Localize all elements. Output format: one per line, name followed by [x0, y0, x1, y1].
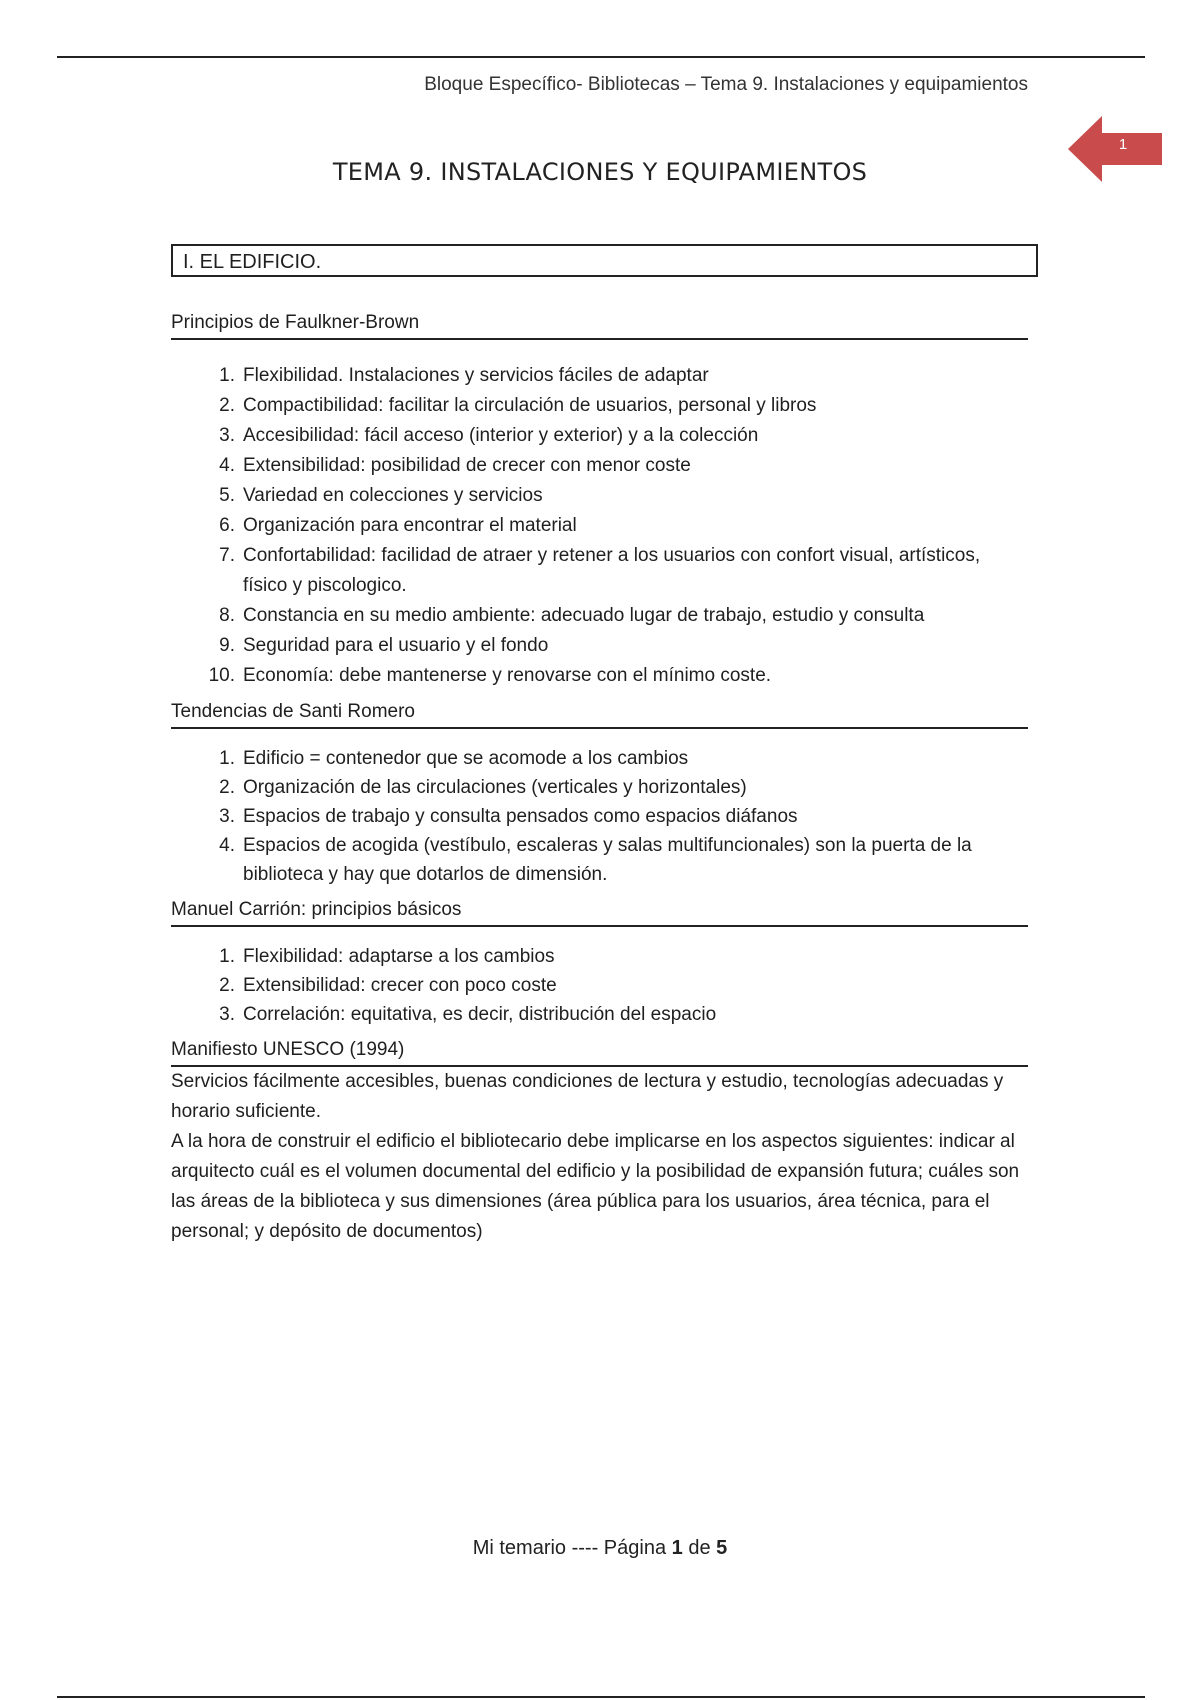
list-item: 2. Extensibilidad: crecer con poco coste [219, 975, 557, 996]
list-item: 4. Espacios de acogida (vestíbulo, escaleras y salas multifuncionales) son la puerta de la biblioteca y hay que dotarlos de dimensión. [219, 835, 972, 885]
footer-total-pages: 5 [716, 1537, 728, 1559]
faulkner-list [171, 361, 1036, 691]
carrion-heading: Manuel Carrión: principios básicos [171, 899, 1028, 927]
faulkner-heading: Principios de Faulkner-Brown [171, 312, 1028, 340]
document-body [171, 244, 1036, 1247]
list-item: 10. Economía: debe mantenerse y renovarse con el mínimo coste. [208, 665, 772, 686]
romero-list [171, 744, 1036, 889]
carrion-list [171, 942, 1036, 1029]
footer-rule [57, 1696, 1145, 1698]
footer-of-label: de [688, 1537, 711, 1559]
running-header: Bloque Específico- Bibliotecas – Tema 9. Instalaciones y equipamientos [424, 74, 1028, 95]
list-item: 7. Confortabilidad: facilidad de atraer y retener a los usuarios con confort visual, artísticos, físico y piscologico. [219, 545, 981, 596]
list-item: 6. Organización para encontrar el material [219, 515, 577, 536]
list-item: 1. Flexibilidad. Instalaciones y servicios fáciles de adaptar [219, 365, 709, 386]
list-item: 1. Edificio = contenedor que se acomode a los cambios [219, 748, 689, 769]
building-paragraph: A la hora de construir el edificio el bibliotecario debe implicarse en los aspectos siguientes: indicar al arquitecto cuál es el volumen documental del edificio y la posibilidad de expansión futura; cuáles son las áreas de la biblioteca y sus dimensiones (área pública para los usuarios, área técnica, para el personal; y depósito de documentos) [171, 1131, 1020, 1242]
list-item: 4. Extensibilidad: posibilidad de crecer con menor coste [219, 455, 691, 476]
page-footer [0, 1537, 1200, 1560]
list-item: 3. Correlación: equitativa, es decir, distribución del espacio [219, 1004, 717, 1025]
list-item: 2. Compactibilidad: facilitar la circulación de usuarios, personal y libros [219, 395, 817, 416]
list-item: 9. Seguridad para el usuario y el fondo [219, 635, 549, 656]
footer-current-page: 1 [671, 1537, 683, 1559]
list-item: 5. Variedad en colecciones y servicios [219, 485, 543, 506]
list-item: 3. Accesibilidad: fácil acceso (interior y exterior) y a la colección [219, 425, 759, 446]
list-item: 1. Flexibilidad: adaptarse a los cambios [219, 946, 555, 967]
footer-prefix: Mi temario ---- Página [472, 1537, 667, 1559]
unesco-paragraph: Servicios fácilmente accesibles, buenas condiciones de lectura y estudio, tecnologías adecuadas y horario suficiente. [171, 1071, 1004, 1122]
section-heading: I. EL EDIFICIO. [171, 244, 1038, 277]
document-title: TEMA 9. INSTALACIONES Y EQUIPAMIENTOS [332, 158, 868, 186]
unesco-heading: Manifiesto UNESCO (1994) [171, 1039, 1028, 1067]
list-item: 3. Espacios de trabajo y consulta pensados como espacios diáfanos [219, 806, 798, 827]
list-item: 2. Organización de las circulaciones (verticales y horizontales) [219, 777, 747, 798]
romero-heading: Tendencias de Santi Romero [171, 701, 1028, 729]
header-rule [57, 56, 1145, 58]
page-marker-label: 1 [1118, 136, 1128, 153]
list-item: 8. Constancia en su medio ambiente: adecuado lugar de trabajo, estudio y consulta [219, 605, 925, 626]
